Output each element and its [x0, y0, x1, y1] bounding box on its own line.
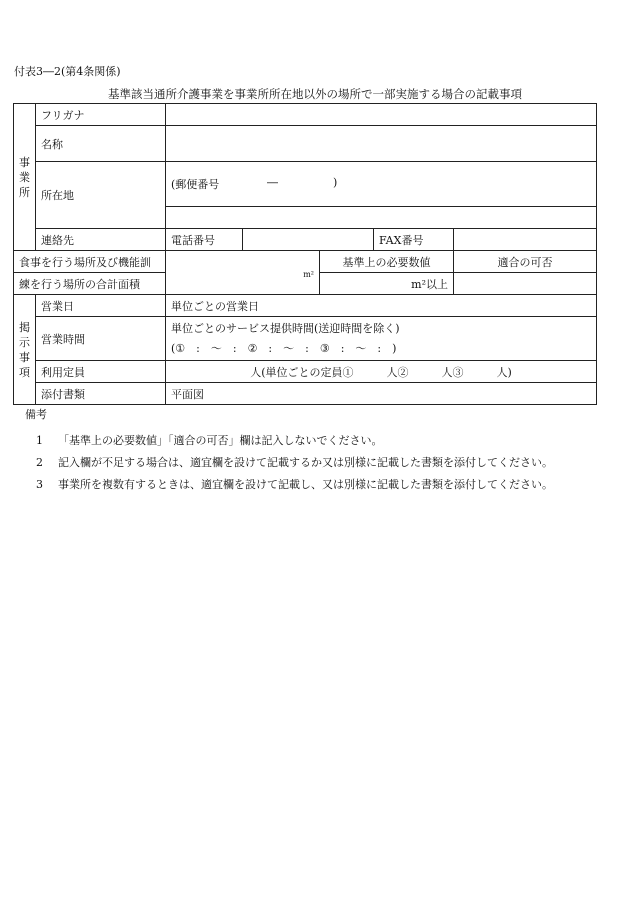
postal-code-label: (郵便番号 [171, 178, 220, 191]
note-text: 事業所を複数有するときは、適宜欄を設けて記載し、又は別様に記載した書類を添付してください。 [58, 478, 553, 491]
note-item [36, 432, 383, 448]
required-value: m²以上 [320, 273, 454, 295]
area-field[interactable] [166, 251, 320, 295]
office-section-label [14, 104, 36, 251]
fax-field[interactable] [454, 229, 597, 251]
note-item [36, 454, 553, 470]
note-number: 2 [36, 456, 43, 469]
attachments-row [14, 383, 597, 405]
business-days-field[interactable]: 単位ごとの営業日 [166, 295, 597, 317]
notice-section-label [14, 295, 36, 405]
phone-label: 電話番号 [166, 229, 243, 251]
postal-code-close: ) [333, 176, 338, 189]
capacity-value: 人(単位ごとの定員① 人② 人③ 人) [250, 365, 512, 379]
name-field[interactable] [166, 126, 597, 162]
furigana-field[interactable] [166, 104, 597, 126]
form-title: 基準該当通所介護事業を事業所所在地以外の場所で一部実施する場合の記載事項 [108, 87, 522, 101]
furigana-label: フリガナ [36, 104, 166, 126]
hours-line2: (① : 〜 : ② : 〜 : ③ : 〜 : ) [171, 341, 397, 355]
hours-line1: 単位ごとのサービス提供時間(送迎時間を除く) [171, 321, 400, 335]
note-text: 「基準上の必要数値」「適合の可否」欄は記入しないでください。 [58, 434, 383, 447]
postal-code-dash: ― [267, 176, 278, 189]
compliance-field [454, 273, 597, 295]
required-value-header: 基準上の必要数値 [320, 251, 454, 273]
business-days-label: 営業日 [36, 295, 166, 317]
area-row-top [14, 251, 597, 273]
notes-title: 備考 [25, 408, 47, 421]
hours-row [14, 317, 597, 361]
note-item [36, 476, 553, 492]
fax-label: FAX番号 [374, 229, 454, 251]
furigana-row [14, 104, 597, 126]
hours-field[interactable] [166, 317, 597, 361]
name-row [14, 126, 597, 162]
annex-label: 付表3―2(第4条関係) [14, 65, 121, 78]
phone-field[interactable] [243, 229, 374, 251]
registration-form-table [13, 103, 597, 405]
area-label-line2: 練を行う場所の合計面積 [14, 273, 166, 295]
office-section-text: 事 業 所 [19, 155, 30, 199]
attachments-value: 平面図 [166, 383, 597, 405]
note-number: 3 [36, 478, 43, 491]
location-row [14, 162, 597, 207]
address-field[interactable] [166, 207, 597, 229]
name-label: 名称 [36, 126, 166, 162]
location-label: 所在地 [36, 162, 166, 229]
note-text: 記入欄が不足する場合は、適宜欄を設けて記載するか又は別様に記載した書類を添付してください。 [58, 456, 553, 469]
compliance-header: 適合の可否 [454, 251, 597, 273]
area-label-line1: 食事を行う場所及び機能訓 [14, 251, 166, 273]
contact-label: 連絡先 [36, 229, 166, 251]
hours-label: 営業時間 [36, 317, 166, 361]
area-unit: m² [303, 270, 314, 279]
notice-section-text: 掲 示 事 項 [19, 320, 30, 379]
postal-code-field[interactable] [166, 162, 597, 207]
capacity-field[interactable] [166, 361, 597, 383]
contact-row [14, 229, 597, 251]
business-days-row [14, 295, 597, 317]
attachments-label: 添付書類 [36, 383, 166, 405]
capacity-label: 利用定員 [36, 361, 166, 383]
note-number: 1 [36, 434, 43, 447]
capacity-row [14, 361, 597, 383]
